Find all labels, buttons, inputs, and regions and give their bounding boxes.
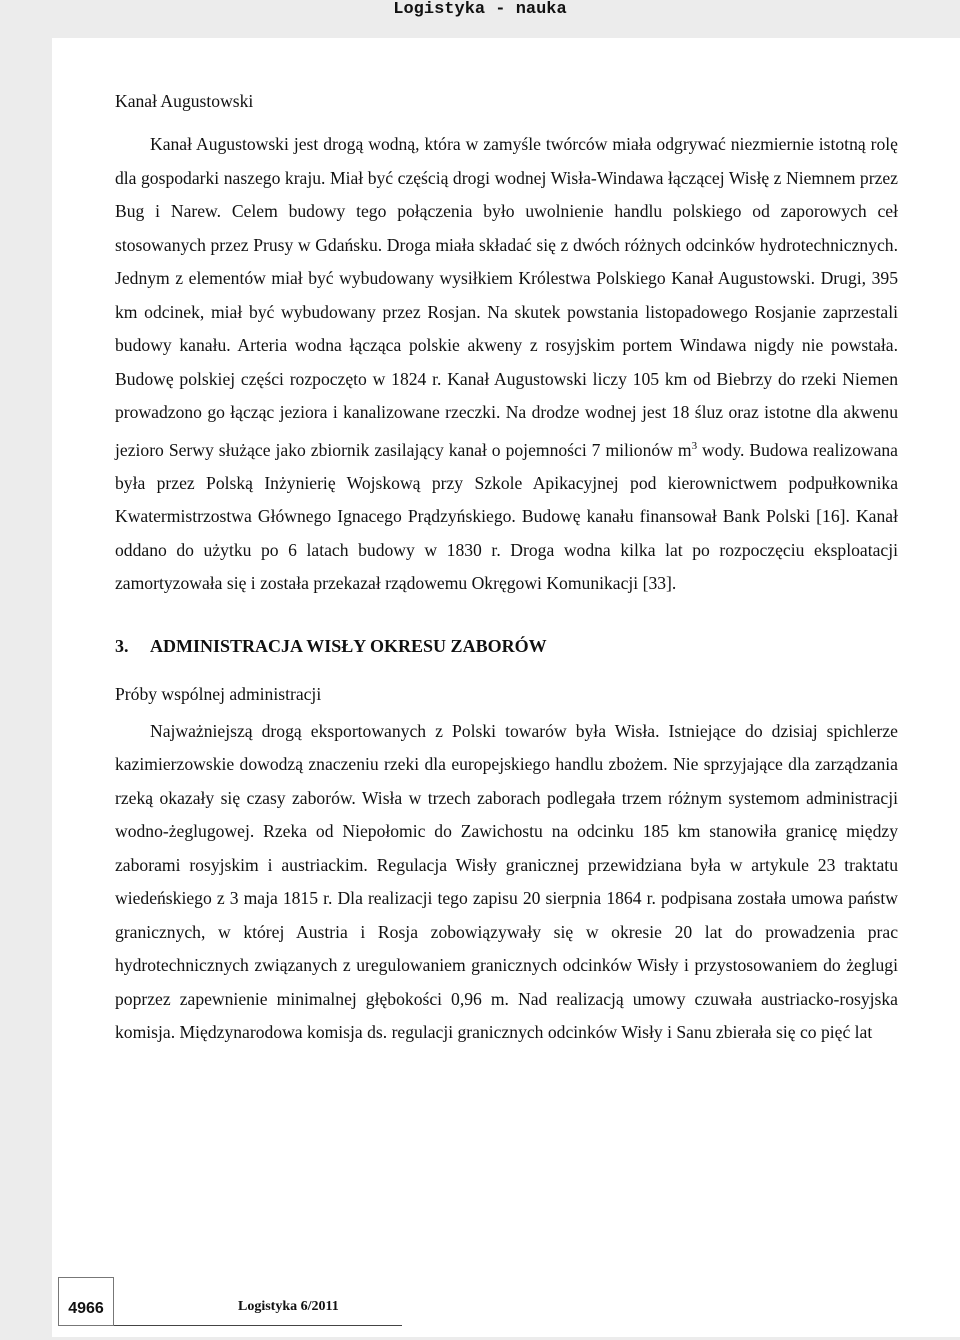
paragraph-text-tail: wody. Budowa realizowana była przez Polską Inżynierię Wojskową przy Szkole Apikacyjnej pod kierownictwem podpułkownika Kwatermistrzostwa Głównego Ignacego Prądzyńskiego. Budowę kanału finansował Bank Polski [16]. Kanał oddano do użytku po 6 latach budowy w 1830 r. Droga wodna kilka lat po rozpoczęciu eksploatacji zamortyzowała się i została przekazał rządowemu Okręgowi Komunikacji [33]. (115, 439, 898, 594)
paragraph-augustow-canal (115, 128, 898, 601)
subheading: Próby wspólnej administracji (115, 683, 322, 704)
superscript: 3 (691, 439, 698, 452)
document-page (52, 38, 960, 1337)
paragraph-administration: Najważniejszą drogą eksportowanych z Polski towarów była Wisła. Istniejące do dzisiaj spichlerze kazimierzowskie dowodzą znaczeniu rzeki dla europejskiego handlu zbożem. Nie sprzyjające dla zarządzania rzeką okazały się czasy zaborów. Wisła w trzech zaborach podlegała trzem różnym systemom administracji wodno-żeglugowej. Rzeka od Niepołomic do Zawichostu na odcinku 185 km stanowiła granicę między zaborami rosyjskim i austriackim. Regulacja Wisły granicznej przewidziana była w artykule 23 traktatu wiedeńskiego z 3 maja 1815 r. Dla realizacji tego zapisu 20 sierpnia 1864 r. podpisana została umowa państw granicznych, w której Austria i Rosja zobowiązywały się w okresie 20 lat do prowadzenia prac hydrotechnicznych związanych z uregulowaniem granicznych odcinków Wisły i przystosowaniem do żeglugi poprzez zapewnienie minimalnej głębokości 0,96 m. Nad realizacją umowy czuwała austriacko-rosyjska komisja. Międzynarodowa komisja ds. regulacji granicznych odcinków Wisły i Sanu zbierała się co pięć lat (115, 720, 898, 1043)
running-header: Logistyka - nauka (0, 0, 960, 26)
paragraph-text: Kanał Augustowski jest drogą wodną, która w zamyśle twórców miała odgrywać niezmiernie istotną rolę dla gospodarki naszego kraju. Miał być częścią drogi wodnej Wisła-Windawa łączącej Wisłę z Niemnem przez Bug i Narew. Celem budowy tego połączenia było uwolnienie handlu polskiego od zaporowych ceł stosowanych przez Prusy w Gdańsku. Droga miała składać się z dwóch różnych odcinków hydrotechnicznych. Jednym z elementów miał być wybudowany wysiłkiem Królestwa Polskiego Kanał Augustowski. Drugi, 395 km odcinek, miał być wybudowany przez Rosjan. Na skutek powstania listopadowego Rosjanie zaprzestali budowy kanału. Arteria wodna łącząca polskie akweny z rosyjskim portem Windawa nigdy nie powstała. Budowę polskiej części rozpoczęto w 1824 r. Kanał Augustowski liczy 105 km od Biebrzy do rzeki Niemen prowadzono go łącząc jeziora i kanalizowane rzeczki. Na drodze wodnej jest 18 śluz oraz istotne dla akwenu jezioro Serwy służące jako zbiornik zasilający kanał o pojemności 7 milionów m (115, 134, 898, 460)
journal-name: Logistyka 6/2011 (238, 1299, 339, 1314)
page-footer (58, 1277, 348, 1326)
chapter-number: 3. (115, 635, 129, 656)
section-title: Kanał Augustowski (115, 91, 254, 111)
footer-divider (114, 1325, 402, 1326)
chapter-heading (115, 633, 898, 659)
page-content (115, 88, 898, 1050)
page-number: 4966 (58, 1277, 114, 1326)
chapter-title: ADMINISTRACJA WISŁY OKRESU ZABORÓW (150, 635, 547, 656)
